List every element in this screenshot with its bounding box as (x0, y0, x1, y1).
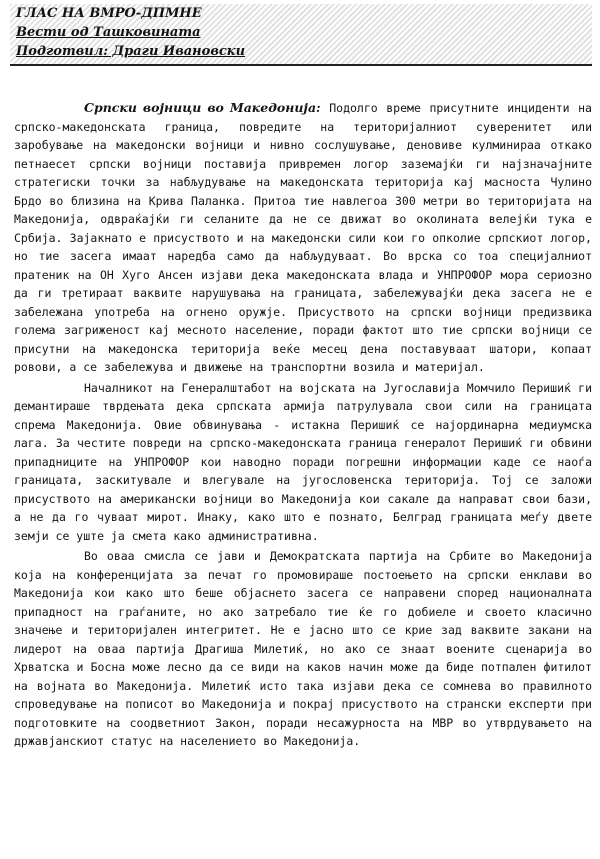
article-header (10, 4, 592, 66)
author-credit: Подготвил: Драги Ивановски (16, 44, 246, 59)
paragraph-1-text: Подолго време присутните инциденти на српско-македонската граница, повредите на територијалниот суверенитет или заробување на македонски војници и нивно сослушување, деновиве кулминираа откако петнаесет српски војници поставија привремен логор заземајќи ги најзначајните стратегиски точки за набљудување на македонската територија кај масноста Чулино Брдо во близина на Крива Паланка. Притоа тие навлегоа 300 метри во територијата на Македонија, одвраќајќи ги селаните да не се движат во околината велејќи тука е Србија. Зајакнато е присуството и на македонски сили кои го опколие српскиот логор, но тие засега имаат наредба само да набљудуваат. Во врска со тоа специјалниот пратеник на ОН Хуго Ансен изјави дека македонската влада и УНПРОФОР мора сериозно да ги третираат ваквите нарушувања на границата, забележувајќи дека засега не е забележана употреба на огнено оружје. Присуството на српски војници предизвика голема загриженост кај месното население, поради фактот што тие српски војници се присутни на македонска територија веќе месец дена поставуваат шатори, копаат ровови, а се забележува и движење на транспортни возила и материјал. (14, 101, 592, 374)
lead-title: Српски војници во Македонија: (84, 100, 321, 115)
publication-title: ГЛАС НА ВМРО-ДПМНЕ (16, 6, 202, 21)
paragraph-1 (14, 99, 592, 377)
paragraph-3: Во оваа смисла се јави и Демократската партија на Србите во Македонија која на конференцијата за печат го промовираше постоењето на српски енклави во Македонија кои како што беше објаснето засега се направени според националната припадност на граѓаните, но ако затребало тие ќе го добиеле и своето класично значење и територијален интегритет. Не е јасно што се крие зад ваквите закани на лидерот на оваа партија Драгиша Милетиќ, но ако се знаат воените сценарија во Хрватска и Босна може лесно да се види на каков начин може да биде потпален фитилот на војната во Македонија. Милетиќ исто така изјави дека се сомнева во правилното спроведување на пописот во Македонија и покрај присуството на странски експерти при подготовките на соодветниот Закон, поради несажурноста на МВР во утврдувањето на државјанскиот статус на населението во Македонија. (14, 549, 592, 748)
article-body (14, 99, 592, 751)
paragraph-2: Началникот на Генералштабот на војската на Југославија Момчило Перишиќ ги демантираше тврдењата дека српската армија патрулувала свои сили на границата спрема Македонија. Овие обвинувања - истакна Перишиќ се најординарна медиумска лага. За честите повреди на српско-македонската граница генералот Перишиќ ги обвини припадниците на УНПРОФОР кои наводно поради погрешни информации каде се наоѓа границата, заскитувале и влегувале на југословенска територија. Тој се заложи присуството на американски војници во Македонија кои сакале да направат свои бази, а не да го чуваат мирот. Инаку, како што е познато, Белград границата меѓу двете земји се уште ја смета како административна. (14, 380, 592, 543)
section-title: Вести од Ташковината (16, 25, 201, 40)
